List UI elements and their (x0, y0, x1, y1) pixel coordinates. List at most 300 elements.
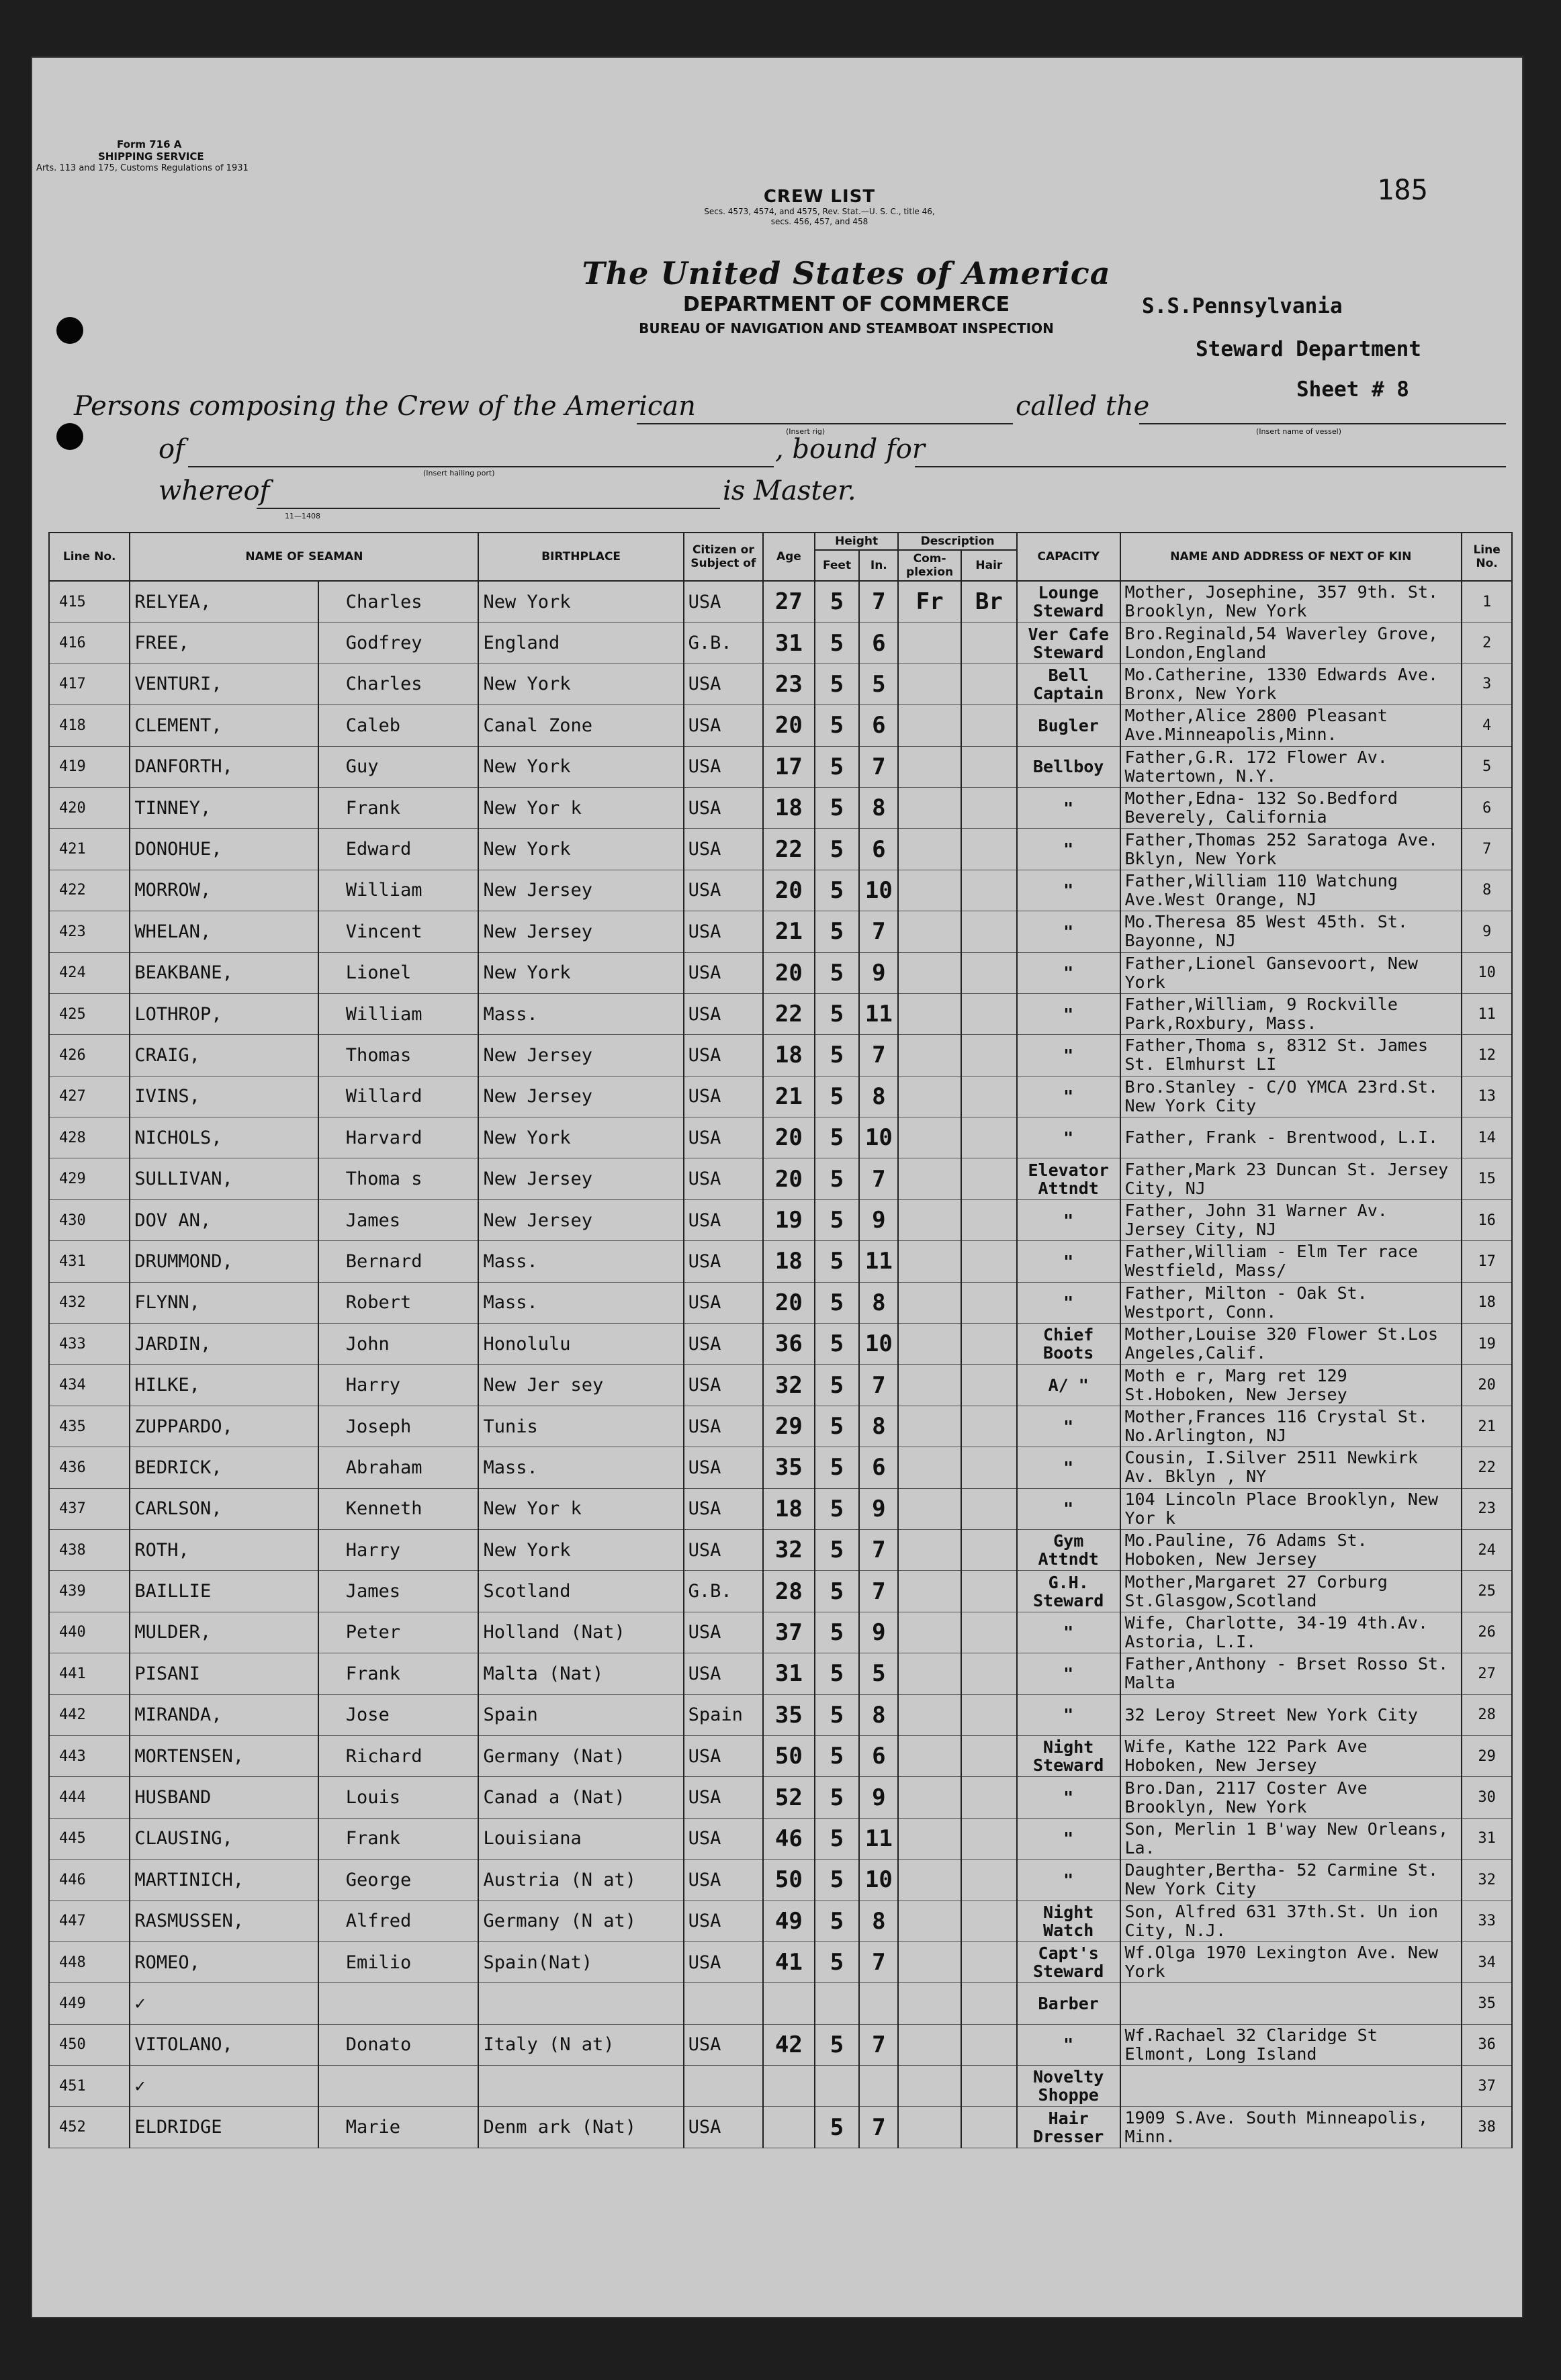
height-feet (815, 1983, 859, 2024)
birthplace: Germany (N at) (478, 1901, 683, 1941)
row-index: 438 (49, 1529, 130, 1570)
birthplace: Holland (Nat) (478, 1612, 683, 1653)
height-feet: 5 (815, 1282, 859, 1323)
seaman-given-name: Kenneth (318, 1488, 479, 1529)
col-hair: Hair (961, 550, 1017, 581)
hair (961, 1612, 1017, 1653)
seaman-given-name: Robert (318, 1282, 479, 1323)
port-field-hint: (Insert hailing port) (423, 469, 495, 477)
age: 52 (763, 1777, 815, 1818)
birthplace: Austria (N at) (478, 1860, 683, 1901)
row-index: 446 (49, 1860, 130, 1901)
table-row (49, 993, 1512, 1034)
next-of-kin: 32 Leroy Street New York City (1120, 1694, 1462, 1735)
seaman-given-name: Edward (318, 829, 479, 870)
line-number: 4 (1462, 705, 1512, 746)
citizenship: USA (684, 1901, 763, 1941)
seaman-given-name: Charles (318, 663, 479, 704)
height-feet: 5 (815, 1941, 859, 1982)
capacity: " (1017, 911, 1120, 952)
row-index: 420 (49, 787, 130, 828)
row-index: 436 (49, 1447, 130, 1488)
age: 18 (763, 1488, 815, 1529)
next-of-kin: 104 Lincoln Place Brooklyn, New Yor k (1120, 1488, 1462, 1529)
next-of-kin: Mother, Josephine, 357 9th. St. Brooklyn, New York (1120, 581, 1462, 623)
birthplace: New Jersey (478, 1076, 683, 1117)
seaman-surname: ZUPPARDO, (130, 1406, 318, 1447)
seaman-given-name: Thoma s (318, 1158, 479, 1199)
row-index: 445 (49, 1818, 130, 1859)
height-feet: 5 (815, 1324, 859, 1365)
hair (961, 1860, 1017, 1901)
height-feet: 5 (815, 1571, 859, 1612)
complexion (898, 705, 961, 746)
capacity: Night Watch (1017, 1901, 1120, 1941)
seaman-surname: BEAKBANE, (130, 952, 318, 993)
seaman-surname: ELDRIDGE (130, 2107, 318, 2148)
row-index: 415 (49, 581, 130, 623)
birthplace: New Jersey (478, 1035, 683, 1076)
seaman-given-name: Lionel (318, 952, 479, 993)
age: 18 (763, 1035, 815, 1076)
capacity: " (1017, 952, 1120, 993)
col-next-of-kin: NAME AND ADDRESS OF NEXT OF KIN (1120, 533, 1462, 581)
capacity: " (1017, 870, 1120, 911)
age: 22 (763, 829, 815, 870)
height-inches: 7 (859, 581, 898, 623)
complexion (898, 1694, 961, 1735)
hair (961, 1818, 1017, 1859)
next-of-kin: Father, Frank - Brentwood, L.I. (1120, 1117, 1462, 1158)
birthplace: Spain(Nat) (478, 1941, 683, 1982)
next-of-kin: 1909 S.Ave. South Minneapolis, Minn. (1120, 2107, 1462, 2148)
complexion (898, 870, 961, 911)
hair (961, 1941, 1017, 1982)
seaman-surname: WHELAN, (130, 911, 318, 952)
height-inches (859, 1983, 898, 2024)
table-row (49, 746, 1512, 787)
complexion (898, 993, 961, 1034)
table-row (49, 1901, 1512, 1941)
height-feet: 5 (815, 1529, 859, 1570)
seaman-surname: VENTURI, (130, 663, 318, 704)
age: 31 (763, 1653, 815, 1694)
vessel-info (1142, 285, 1421, 411)
hair (961, 1365, 1017, 1406)
seaman-surname: DRUMMOND, (130, 1241, 318, 1282)
seaman-given-name: Donato (318, 2024, 479, 2065)
height-inches: 7 (859, 911, 898, 952)
seaman-given-name: Caleb (318, 705, 479, 746)
birthplace: New York (478, 581, 683, 623)
line-number: 3 (1462, 663, 1512, 704)
seaman-surname: RASMUSSEN, (130, 1901, 318, 1941)
complexion (898, 746, 961, 787)
hair (961, 705, 1017, 746)
citizenship: USA (684, 1282, 763, 1323)
seaman-surname: JARDIN, (130, 1324, 318, 1365)
birthplace: Germany (Nat) (478, 1735, 683, 1776)
table-row (49, 1860, 1512, 1901)
sheet-number: Sheet # 8 (1296, 377, 1409, 402)
capacity: Bugler (1017, 705, 1120, 746)
row-index: 444 (49, 1777, 130, 1818)
height-feet: 5 (815, 952, 859, 993)
citizenship: USA (684, 2024, 763, 2065)
hair (961, 1199, 1017, 1240)
table-row (49, 911, 1512, 952)
row-index: 427 (49, 1076, 130, 1117)
age: 17 (763, 746, 815, 787)
department-name: Steward Department (1196, 337, 1421, 361)
line-number: 14 (1462, 1117, 1512, 1158)
height-inches: 9 (859, 1612, 898, 1653)
next-of-kin: Bro.Dan, 2117 Coster Ave Brooklyn, New York (1120, 1777, 1462, 1818)
next-of-kin: Father,Thomas 252 Saratoga Ave. Bklyn, New York (1120, 829, 1462, 870)
complexion (898, 1653, 961, 1694)
height-inches: 7 (859, 1571, 898, 1612)
complexion (898, 1282, 961, 1323)
complexion (898, 1447, 961, 1488)
hair (961, 1529, 1017, 1570)
seaman-surname: FLYNN, (130, 1282, 318, 1323)
height-feet: 5 (815, 911, 859, 952)
height-feet: 5 (815, 1735, 859, 1776)
capacity: Night Steward (1017, 1735, 1120, 1776)
line-number: 11 (1462, 993, 1512, 1034)
capacity: " (1017, 1035, 1120, 1076)
age: 23 (763, 663, 815, 704)
seaman-surname: PISANI (130, 1653, 318, 1694)
hair (961, 746, 1017, 787)
next-of-kin (1120, 1983, 1462, 2024)
citizenship: USA (684, 1447, 763, 1488)
birthplace: Canal Zone (478, 705, 683, 746)
col-age: Age (763, 533, 815, 581)
seaman-given-name (318, 1983, 479, 2024)
next-of-kin: Mo.Catherine, 1330 Edwards Ave. Bronx, New York (1120, 663, 1462, 704)
complexion (898, 1529, 961, 1570)
birthplace: New Jer sey (478, 1365, 683, 1406)
birthplace: New York (478, 663, 683, 704)
citizenship: USA (684, 1406, 763, 1447)
col-feet: Feet (815, 550, 859, 581)
table-row (49, 1365, 1512, 1406)
table-row (49, 581, 1512, 623)
seaman-given-name: Guy (318, 746, 479, 787)
seaman-surname: ✓ (130, 1983, 318, 2024)
seaman-given-name: Emilio (318, 1941, 479, 1982)
seaman-given-name: William (318, 993, 479, 1034)
complexion (898, 1158, 961, 1199)
table-row (49, 1488, 1512, 1529)
port-field-line (188, 466, 774, 467)
crew-table (48, 532, 1513, 2148)
table-row (49, 952, 1512, 993)
height-feet (815, 2066, 859, 2107)
hair (961, 911, 1017, 952)
seaman-surname: HILKE, (130, 1365, 318, 1406)
age (763, 2066, 815, 2107)
complexion (898, 1199, 961, 1240)
height-inches: 6 (859, 829, 898, 870)
capacity: " (1017, 829, 1120, 870)
height-feet: 5 (815, 1199, 859, 1240)
bureau-title: BUREAU OF NAVIGATION AND STEAMBOAT INSPECTION (639, 320, 1054, 336)
form-number: Form 716 A (117, 138, 182, 150)
height-inches: 11 (859, 1818, 898, 1859)
row-index: 451 (49, 2066, 130, 2107)
seaman-surname: BEDRICK, (130, 1447, 318, 1488)
next-of-kin: Father,G.R. 172 Flower Av. Watertown, N.Y. (1120, 746, 1462, 787)
height-feet: 5 (815, 1777, 859, 1818)
next-of-kin: Father,Lionel Gansevoort, New York (1120, 952, 1462, 993)
citizenship: G.B. (684, 1571, 763, 1612)
citizenship (684, 2066, 763, 2107)
birthplace: Denm ark (Nat) (478, 2107, 683, 2148)
complexion (898, 1117, 961, 1158)
age: 31 (763, 623, 815, 663)
line-number: 36 (1462, 2024, 1512, 2065)
row-index: 424 (49, 952, 130, 993)
citizenship: USA (684, 1860, 763, 1901)
seaman-surname: CLAUSING, (130, 1818, 318, 1859)
height-feet: 5 (815, 705, 859, 746)
seaman-surname: TINNEY, (130, 787, 318, 828)
height-inches: 7 (859, 746, 898, 787)
height-inches: 7 (859, 1035, 898, 1076)
row-index: 416 (49, 623, 130, 663)
row-index: 448 (49, 1941, 130, 1982)
seaman-given-name: Frank (318, 1653, 479, 1694)
seaman-given-name: George (318, 1860, 479, 1901)
height-inches: 7 (859, 2107, 898, 2148)
citizenship: Spain (684, 1694, 763, 1735)
citizenship: USA (684, 1324, 763, 1365)
hair (961, 2066, 1017, 2107)
citizenship: USA (684, 1076, 763, 1117)
complexion (898, 952, 961, 993)
capacity: " (1017, 1241, 1120, 1282)
line-number: 34 (1462, 1941, 1512, 1982)
table-row (49, 2066, 1512, 2107)
table-row (49, 1983, 1512, 2024)
capacity: Capt's Steward (1017, 1941, 1120, 1982)
height-feet: 5 (815, 1488, 859, 1529)
birthplace: New Jersey (478, 1199, 683, 1240)
seaman-surname: DANFORTH, (130, 746, 318, 787)
age: 37 (763, 1612, 815, 1653)
age: 21 (763, 911, 815, 952)
department-title: DEPARTMENT OF COMMERCE (682, 293, 1010, 316)
birthplace: Honolulu (478, 1324, 683, 1365)
seaman-given-name: Joseph (318, 1406, 479, 1447)
birthplace: New Jersey (478, 911, 683, 952)
height-inches: 10 (859, 1860, 898, 1901)
height-feet: 5 (815, 870, 859, 911)
seaman-surname: MULDER, (130, 1612, 318, 1653)
height-inches: 8 (859, 1076, 898, 1117)
height-feet: 5 (815, 1076, 859, 1117)
preamble-is-master: is Master. (723, 475, 856, 506)
capacity: Bell Captain (1017, 663, 1120, 704)
seaman-surname: MORROW, (130, 870, 318, 911)
complexion (898, 1076, 961, 1117)
height-feet: 5 (815, 1612, 859, 1653)
age: 19 (763, 1199, 815, 1240)
seaman-given-name: Harvard (318, 1117, 479, 1158)
hair (961, 623, 1017, 663)
height-inches (859, 2066, 898, 2107)
line-number: 32 (1462, 1860, 1512, 1901)
seaman-given-name: Louis (318, 1777, 479, 1818)
row-index: 429 (49, 1158, 130, 1199)
preamble-whereof: whereof (159, 475, 270, 506)
height-feet: 5 (815, 623, 859, 663)
hair (961, 870, 1017, 911)
capacity: " (1017, 1653, 1120, 1694)
seaman-given-name: Marie (318, 2107, 479, 2148)
col-capacity: CAPACITY (1017, 533, 1120, 581)
height-feet: 5 (815, 1365, 859, 1406)
citizenship: USA (684, 787, 763, 828)
complexion (898, 1406, 961, 1447)
capacity: " (1017, 1860, 1120, 1901)
birthplace: Mass. (478, 993, 683, 1034)
birthplace: New York (478, 1117, 683, 1158)
capacity: Ver Cafe Steward (1017, 623, 1120, 663)
complexion (898, 787, 961, 828)
next-of-kin: Bro.Reginald,54 Waverley Grove, London,England (1120, 623, 1462, 663)
birthplace: Mass. (478, 1447, 683, 1488)
birthplace: Tunis (478, 1406, 683, 1447)
birthplace: Malta (Nat) (478, 1653, 683, 1694)
table-row (49, 705, 1512, 746)
complexion (898, 1324, 961, 1365)
seaman-surname: DONOHUE, (130, 829, 318, 870)
capacity: Hair Dresser (1017, 2107, 1120, 2148)
next-of-kin: Mother,Margaret 27 Corburg St.Glasgow,Scotland (1120, 1571, 1462, 1612)
age: 21 (763, 1076, 815, 1117)
col-description: Description (898, 533, 1016, 550)
hair (961, 1241, 1017, 1282)
birthplace: New York (478, 952, 683, 993)
complexion (898, 1860, 961, 1901)
capacity: " (1017, 1694, 1120, 1735)
complexion (898, 1983, 961, 2024)
row-index: 417 (49, 663, 130, 704)
capacity: Lounge Steward (1017, 581, 1120, 623)
row-index: 430 (49, 1199, 130, 1240)
height-inches: 8 (859, 787, 898, 828)
age: 20 (763, 705, 815, 746)
height-inches: 7 (859, 2024, 898, 2065)
next-of-kin: Mother,Alice 2800 Pleasant Ave.Minneapolis,Minn. (1120, 705, 1462, 746)
table-row (49, 870, 1512, 911)
seaman-given-name: Frank (318, 1818, 479, 1859)
line-number: 5 (1462, 746, 1512, 787)
row-index: 447 (49, 1901, 130, 1941)
table-row (49, 663, 1512, 704)
table-row (49, 1158, 1512, 1199)
table-row (49, 1694, 1512, 1735)
preamble-persons: Persons composing the Crew of the American (74, 391, 696, 422)
line-number: 38 (1462, 2107, 1512, 2148)
age: 36 (763, 1324, 815, 1365)
height-inches: 7 (859, 1365, 898, 1406)
citizenship: USA (684, 1735, 763, 1776)
next-of-kin: Wf.Rachael 32 Claridge St Elmont, Long Island (1120, 2024, 1462, 2065)
birthplace: New York (478, 746, 683, 787)
seaman-surname: MORTENSEN, (130, 1735, 318, 1776)
height-feet: 5 (815, 746, 859, 787)
row-index: 425 (49, 993, 130, 1034)
age: 29 (763, 1406, 815, 1447)
next-of-kin: Father,William, 9 Rockville Park,Roxbury, Mass. (1120, 993, 1462, 1034)
citizenship: USA (684, 581, 763, 623)
preamble-called-the: called the (1016, 391, 1150, 422)
hair (961, 952, 1017, 993)
line-number: 29 (1462, 1735, 1512, 1776)
col-line-no: Line No. (49, 533, 130, 581)
height-inches: 11 (859, 993, 898, 1034)
table-row (49, 1406, 1512, 1447)
birthplace: Mass. (478, 1241, 683, 1282)
hair (961, 1983, 1017, 2024)
table-row (49, 1447, 1512, 1488)
line-number: 9 (1462, 911, 1512, 952)
birthplace: New Jersey (478, 870, 683, 911)
age: 32 (763, 1365, 815, 1406)
row-index: 442 (49, 1694, 130, 1735)
next-of-kin: Father,William 110 Watchung Ave.West Orange, NJ (1120, 870, 1462, 911)
row-index: 439 (49, 1571, 130, 1612)
seaman-given-name: Peter (318, 1612, 479, 1653)
age: 27 (763, 581, 815, 623)
complexion (898, 1941, 961, 1982)
age: 18 (763, 787, 815, 828)
height-feet: 5 (815, 829, 859, 870)
seaman-given-name: Frank (318, 787, 479, 828)
seaman-surname: SULLIVAN, (130, 1158, 318, 1199)
height-feet: 5 (815, 1694, 859, 1735)
height-inches: 6 (859, 1735, 898, 1776)
birthplace: Italy (N at) (478, 2024, 683, 2065)
row-index: 431 (49, 1241, 130, 1282)
seaman-surname: ROMEO, (130, 1941, 318, 1982)
table-row (49, 1324, 1512, 1365)
line-number: 26 (1462, 1612, 1512, 1653)
row-index: 435 (49, 1406, 130, 1447)
citizenship: G.B. (684, 623, 763, 663)
row-index: 437 (49, 1488, 130, 1529)
height-inches: 11 (859, 1241, 898, 1282)
next-of-kin: Wf.Olga 1970 Lexington Ave. New York (1120, 1941, 1462, 1982)
hair (961, 1653, 1017, 1694)
table-row (49, 623, 1512, 663)
birthplace: England (478, 623, 683, 663)
age: 20 (763, 952, 815, 993)
height-feet: 5 (815, 1117, 859, 1158)
seaman-given-name: John (318, 1324, 479, 1365)
seaman-given-name: Harry (318, 1529, 479, 1570)
complexion (898, 1777, 961, 1818)
height-feet: 5 (815, 1241, 859, 1282)
table-row (49, 1777, 1512, 1818)
height-inches: 10 (859, 1117, 898, 1158)
height-feet: 5 (815, 1860, 859, 1901)
citizenship: USA (684, 1241, 763, 1282)
